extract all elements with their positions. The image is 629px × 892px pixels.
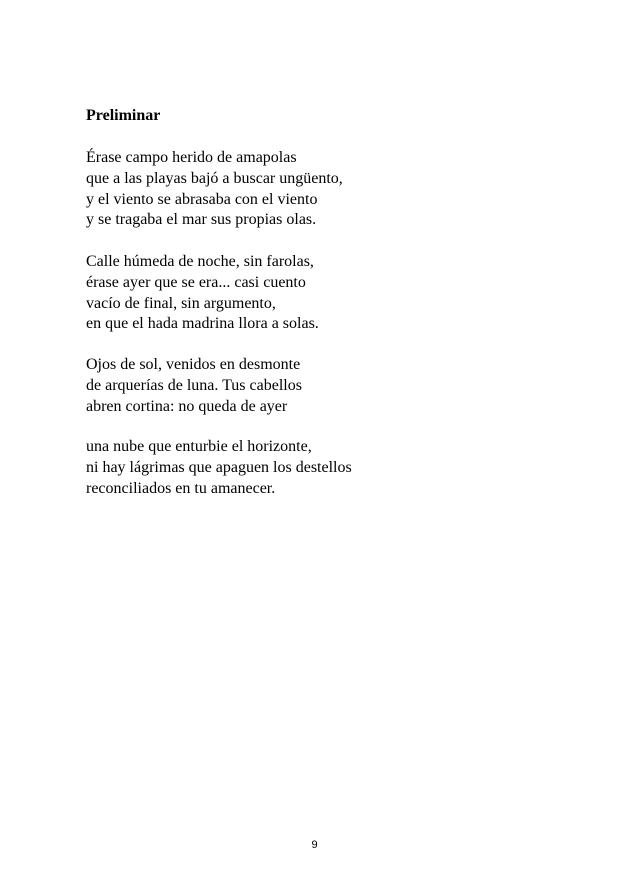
- verse-line: de arquerías de luna. Tus cabellos: [86, 376, 302, 394]
- verse-line: y el viento se abrasaba con el viento: [86, 190, 318, 208]
- stanza-1: [86, 148, 343, 231]
- stanza-2: [86, 252, 319, 335]
- verse-line: reconciliados en tu amanecer.: [86, 479, 276, 497]
- page-number: 9: [311, 839, 318, 851]
- verse-line: abren cortina: no queda de ayer: [86, 397, 288, 415]
- verse-line: vacío de final, sin argumento,: [86, 294, 276, 312]
- verse-line: en que el hada madrina llora a solas.: [86, 315, 319, 333]
- poem-title: Preliminar: [86, 107, 161, 124]
- verse-line: una nube que enturbie el horizonte,: [86, 438, 312, 455]
- verse-line: érase ayer que se era... casi cuento: [86, 273, 306, 291]
- verse-line: que a las playas bajó a buscar ungüento,: [86, 169, 343, 187]
- stanza-3: [86, 355, 302, 417]
- stanza-4: [86, 437, 352, 499]
- verse-line: Calle húmeda de noche, sin farolas,: [86, 253, 314, 270]
- verse-line: Érase campo herido de amapolas: [86, 149, 297, 166]
- verse-line: Ojos de sol, venidos en desmonte: [86, 356, 301, 373]
- verse-line: y se tragaba el mar sus propias olas.: [86, 211, 317, 229]
- verse-line: ni hay lágrimas que apaguen los destellos: [86, 458, 352, 476]
